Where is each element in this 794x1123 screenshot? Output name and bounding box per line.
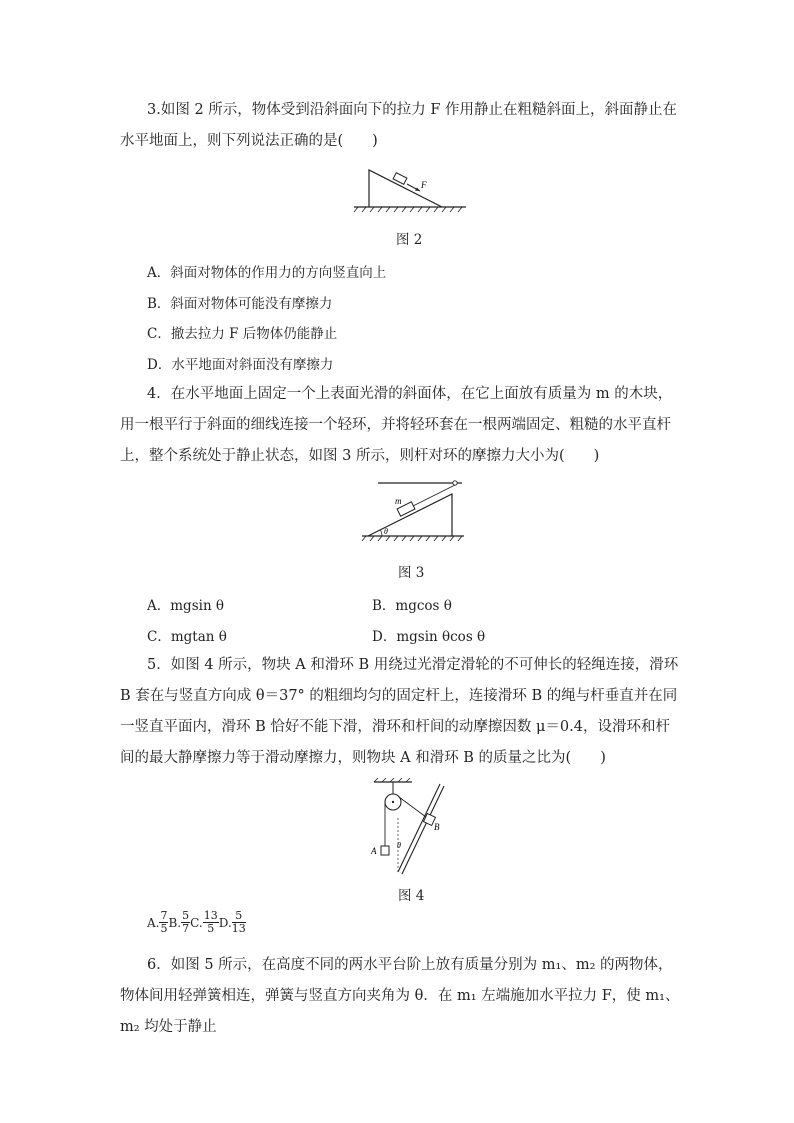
figure-4-label-theta: θ [397,841,401,850]
figure-4-pulley-rod-diagram [368,778,448,878]
q3-option-b: B．斜面对物体可能没有摩擦力 [147,296,333,312]
q4-text: 4．在水平地面上固定一个上表面光滑的斜面体，在它上面放有质量为 m 的木块，用一根平行于斜面的细线连接一个轻环，并将轻环套在一根两端固定、粗糙的水平直杆上，整个系统处于静止状态，如图 3 所示，则杆对环的摩擦力大小为( ) [120,386,673,464]
q5-option-c-fraction [203,910,219,935]
q3-option-d: D．水平地面对斜面没有摩擦力 [147,357,334,373]
figure-4-label-b: B [434,822,440,832]
q5-option-a-label: A. [147,915,160,930]
q5-option-c-numerator: 13 [203,909,218,922]
figure-3-caption: 图 3 [398,565,425,581]
q5-option-b-numerator: 5 [182,909,190,922]
figure-2-incline-diagram [350,160,470,215]
figure-4-caption: 图 4 [398,888,425,904]
q4-option-c: C．mgtan θ [147,629,227,645]
q4-option-d: D．mgsin θcos θ [372,629,486,645]
q3-text: 3.如图 2 所示，物体受到沿斜面向下的拉力 F 作用静止在粗糙斜面上，斜面静止在水平地面上，则下列说法正确的是( ) [120,102,678,149]
q5-option-a-fraction [159,910,168,935]
q5-option-d-numerator: 5 [232,910,246,923]
q5-option-a-denominator: 5 [160,922,168,935]
q5-option-b-fraction [181,910,190,935]
q5-text: 5．如图 4 所示，物块 A 和滑环 B 用绕过光滑定滑轮的不可伸长的轻绳连接，滑环 B 套在与竖直方向成 θ＝37° 的粗细均匀的固定杆上，连接滑环 B 的绳与杆垂直并在同一竖直平面内，滑环 B 恰好不能下滑，滑环和杆间的动摩擦因数 μ＝0.4，设滑环和杆间的最大静摩擦力等于滑动摩擦力，则物块 A 和滑环 B 的质量之比为( ) [120,657,679,766]
figure-3-label-m: m [395,496,402,506]
q5-option-c-denominator: 5 [207,922,215,935]
q5-option-d-label: D. [218,915,232,930]
q5-option-b-label: B. [168,915,182,930]
q5-option-a-numerator: 7 [160,909,168,922]
q5-answer-options [147,910,246,935]
figure-2-caption: 图 2 [396,232,423,248]
q4-option-a: A．mgsin θ [147,598,225,614]
q3-option-a: A．斜面对物体的作用力的方向竖直向上 [147,265,387,281]
q5-option-b-denominator: 7 [182,922,190,935]
figure-4-label-a: A [371,846,377,856]
q4-option-b: B．mgcos θ [372,598,452,614]
figure-2-label-f: F [421,180,427,190]
q5-option-d-fraction [232,910,246,935]
q5-option-c-label: C. [190,915,203,930]
q3-option-c: C．撤去拉力 F 后物体仍能静止 [147,326,338,342]
figure-3-incline-ring-diagram [358,478,468,546]
q6-text: 6．如图 5 所示，在高度不同的两水平台阶上放有质量分别为 m₁、m₂ 的两物体，物体间用轻弹簧相连，弹簧与竖直方向夹角为 θ．在 m₁ 左端施加水平拉力 F，使 m₁、m₂ 均处于静止 [120,957,680,1035]
figure-3-label-theta: θ [384,527,388,536]
q5-option-d-denominator: 13 [231,922,246,935]
